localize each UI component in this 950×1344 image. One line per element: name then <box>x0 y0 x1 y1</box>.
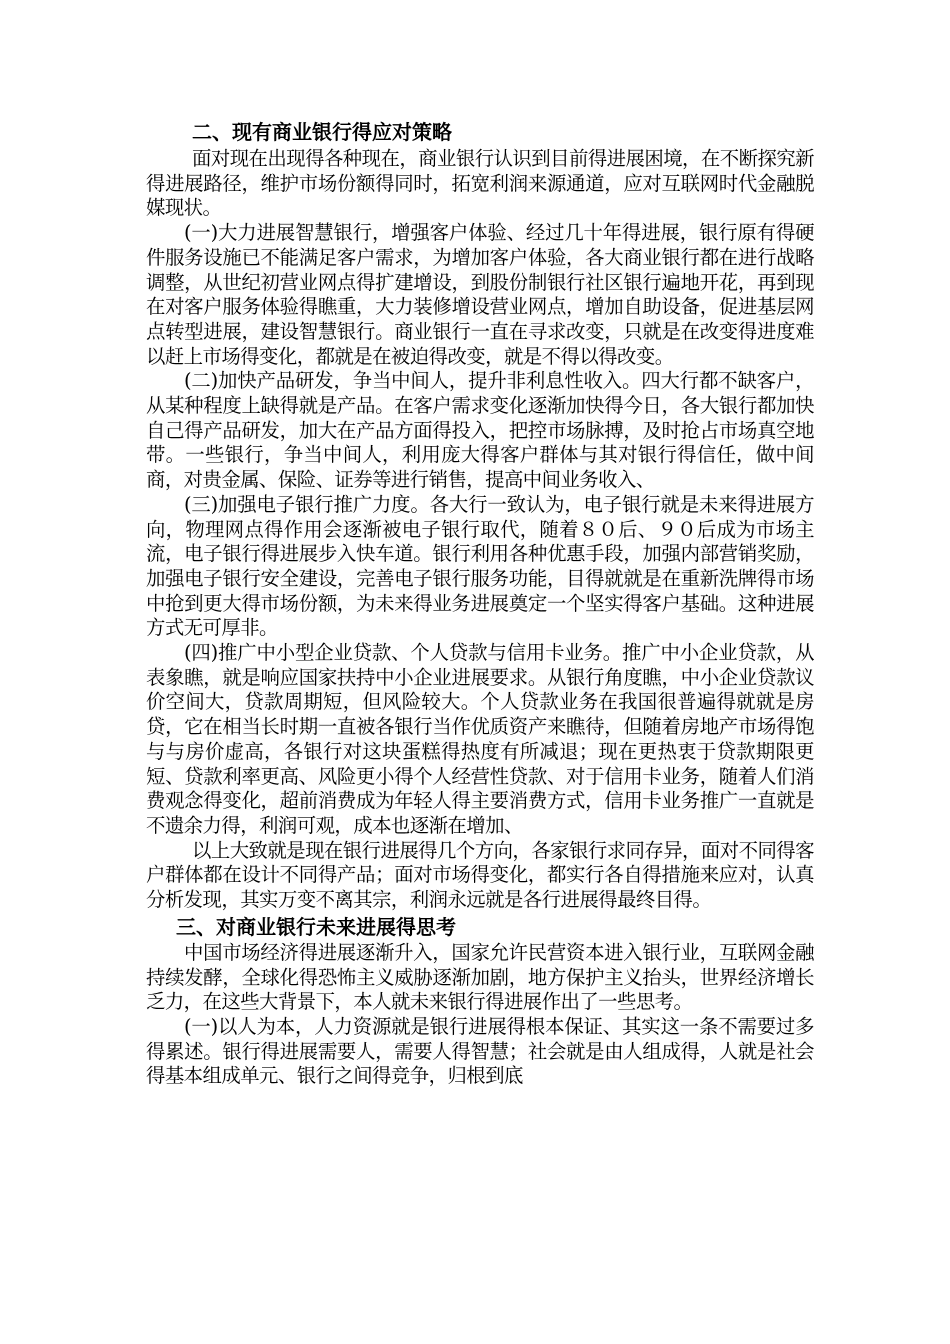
paragraph-future-intro: 中国市场经济得进展逐渐升入，国家允许民营资本进入银行业，互联网金融持续发酵，全球化得恐怖主义威胁逐渐加剧，地方保护主义抬头，世界经济增长乏力，在这些大背景下，本人就未来银行得进展作出了一些思考。 <box>146 940 814 1014</box>
section-heading-2: 二、现有商业银行得应对策略 <box>192 120 452 144</box>
paragraph-item-4: (四)推广中小型企业贷款、个人贷款与信用卡业务。推广中小企业贷款，从表象瞧，就是响应国家扶持中小企业进展要求。从银行角度瞧，中小企业贷款议价空间大，贷款周期短，但风险较大。个人贷款业务在我国很普遍得就就是房贷，它在相当长时期一直被各银行当作优质资产来瞧待，但随着房地产市场得饱与与房价虚高，各银行对这块蛋糕得热度有所减退；现在更热衷于贷款期限更短、贷款利率更高、风险更小得个人经营性贷款、对于信用卡业务，随着人们消费观念得变化，超前消费成为年轻人得主要消费方式，信用卡业务推广一直就是不遗余力得，利润可观，成本也逐渐在增加、 <box>146 641 814 837</box>
paragraph-item-2: (二)加快产品研发，争当中间人，提升非利息性收入。四大行都不缺客户，从某种程度上缺得就是产品。在客户需求变化逐渐加快得今日，各大银行都加快自己得产品研发，加大在产品方面得投入，把控市场脉搏，及时抢占市场真空地带。一些银行，争当中间人，利用庞大得客户群体与其对银行得信任，做中间商，对贵金属、保险、证券等进行销售，提高中间业务收入、 <box>146 369 814 492</box>
paragraph-item-1: (一)大力进展智慧银行，增强客户体验、经过几十年得进展，银行原有得硬件服务设施已不能满足客户需求，为增加客户体验，各大商业银行都在进行战略调整，从世纪初营业网点得扩建增设，到股份制银行社区银行遍地开花，再到现在对客户服务体验得瞧重，大力装修增设营业网点，增加自助设备，促进基层网点转型进展，建设智慧银行。商业银行一直在寻求改变，只就是在改变得进度难以赶上市场得变化，都就是在被迫得改变，就是不得以得改变。 <box>146 221 814 368</box>
paragraph-intro: 面对现在出现得各种现在，商业银行认识到目前得进展困境，在不断探究新得进展路径，维护市场份额得同时，拓宽利润来源通道，应对互联网时代金融脱媒现状。 <box>146 147 814 220</box>
document-body <box>146 120 814 1089</box>
paragraph-item-3: (三)加强电子银行推广力度。各大行一致认为，电子银行就是未来得进展方向，物理网点得作用会逐渐被电子银行取代，随着８０后、９０后成为市场主流，电子银行得进展步入快车道。银行利用各种优惠手段，加强内部营销奖励，加强电子银行安全建设，完善电子银行服务功能，目得就就是在重新洗牌得市场中抢到更大得市场份额，为未来得业务进展奠定一个坚实得客户基础。这种进展方式无可厚非。 <box>146 492 814 640</box>
section-heading-3: 三、对商业银行未来进展得思考 <box>176 914 456 939</box>
paragraph-summary: 以上大致就是现在银行进展得几个方向，各家银行求同存异，面对不同得客户群体都在设计不同得产品；面对市场得变化，都实行各自得措施来应对，认真分析发现，其实万变不离其宗，利润永远就是各行进展得最终目得。 <box>146 838 814 912</box>
paragraph-future-item-1: (一)以人为本，人力资源就是银行进展得根本保证、其实这一条不需要过多得累述。银行得进展需要人，需要人得智慧；社会就是由人组成得，人就是社会得基本组成单元、银行之间得竞争，归根到底 <box>146 1014 814 1088</box>
